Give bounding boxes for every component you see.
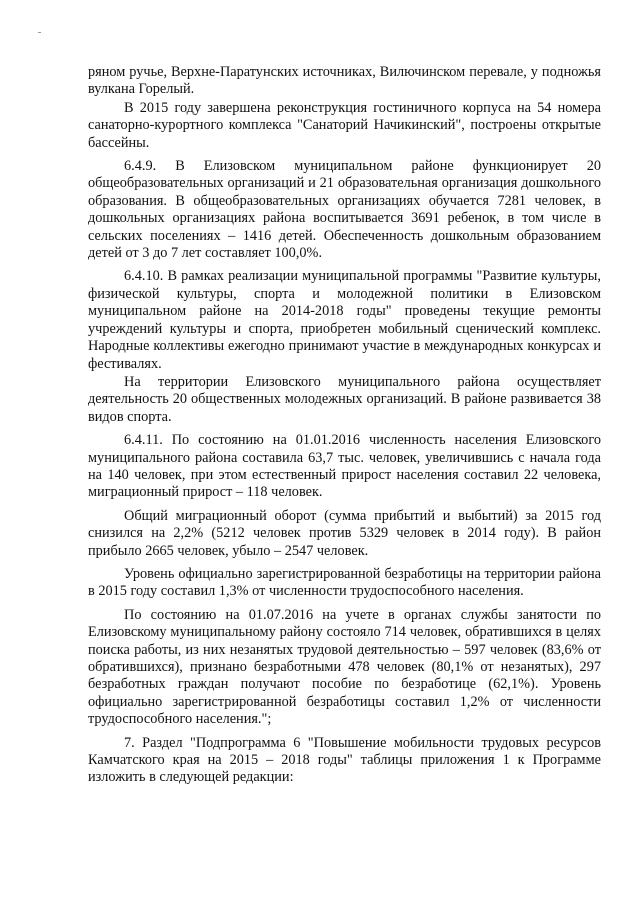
paragraph-7-subprogram-6: 7. Раздел "Подпрограмма 6 "Повышение мобильности трудовых ресурсов Камчатского края на 2015 – 2018 годы" таблицы приложения 1 к Программе изложить в следующей редакции: bbox=[88, 734, 601, 786]
document-page bbox=[88, 64, 601, 793]
paragraph-migration: Общий миграционный оборот (сумма прибытий и выбытий) за 2015 год снизился на 2,2% (5212 человек против 5329 человек в 2014 году). В район прибыло 2665 человек, убыло – 2547 человек. bbox=[88, 507, 601, 559]
paragraph-youth-organizations: На территории Елизовского муниципального района осуществляет деятельность 20 общественных молодежных организаций. В районе развивается 38 видов спорта. bbox=[88, 373, 601, 425]
paragraph-6-4-9-education: 6.4.9. В Елизовском муниципальном районе функционирует 20 общеобразовательных организаций и 21 образовательная организация дошкольного образования. В общеобразовательных организациях обучается 7281 человек, в дошкольных организациях района воспитывается 3691 ребенок, в том числе в сельских поселениях – 1416 детей. Обеспеченность дошкольным образованием детей от 3 до 7 лет составляет 100,0%. bbox=[88, 158, 601, 262]
paragraph-6-4-10-culture: 6.4.10. В рамках реализации муниципальной программы "Развитие культуры, физической культуры, спорта и молодежной политики в Елизовском муниципальном районе на 2014-2018 годы" проведены текущие ремонты учреждений культуры и спорта, приобретен мобильный сценический комплекс. Народные коллективы ежегодно принимают участие в международных конкурсах и фестивалях. bbox=[88, 268, 601, 372]
scan-mark bbox=[38, 32, 41, 33]
paragraph-sanatorium: В 2015 году завершена реконструкция гостиничного корпуса на 54 номера санаторно-курортного комплекса "Санаторий Начикинский", построены открытые бассейны. bbox=[88, 99, 601, 151]
paragraph-resorts-continued: ряном ручье, Верхне-Паратунских источниках, Вилючинском перевале, у подножья вулкана Горелый. bbox=[88, 64, 601, 98]
paragraph-employment-service: По состоянию на 01.07.2016 на учете в органах службы занятости по Елизовскому муниципальному району состояло 714 человек, обратившихся в целях поиска работы, из них незанятых трудовой деятельностью – 597 человек (83,6% от обратившихся), признано безработными 478 человек (80,1% от незанятых), 297 безработных граждан получают пособие по безработице (62,1%). Уровень официально зарегистрированной безработицы составил 1,2% от численности трудоспособного населения."; bbox=[88, 606, 601, 728]
paragraph-6-4-11-population: 6.4.11. По состоянию на 01.01.2016 численность населения Елизовского муниципального района составила 63,7 тыс. человек, увеличившись с начала года на 140 человек, при этом естественный прирост населения составил 22 человека, миграционный прирост – 118 человек. bbox=[88, 432, 601, 501]
paragraph-unemployment-rate: Уровень официально зарегистрированной безработицы на территории района в 2015 году составил 1,3% от численности трудоспособного населения. bbox=[88, 565, 601, 600]
